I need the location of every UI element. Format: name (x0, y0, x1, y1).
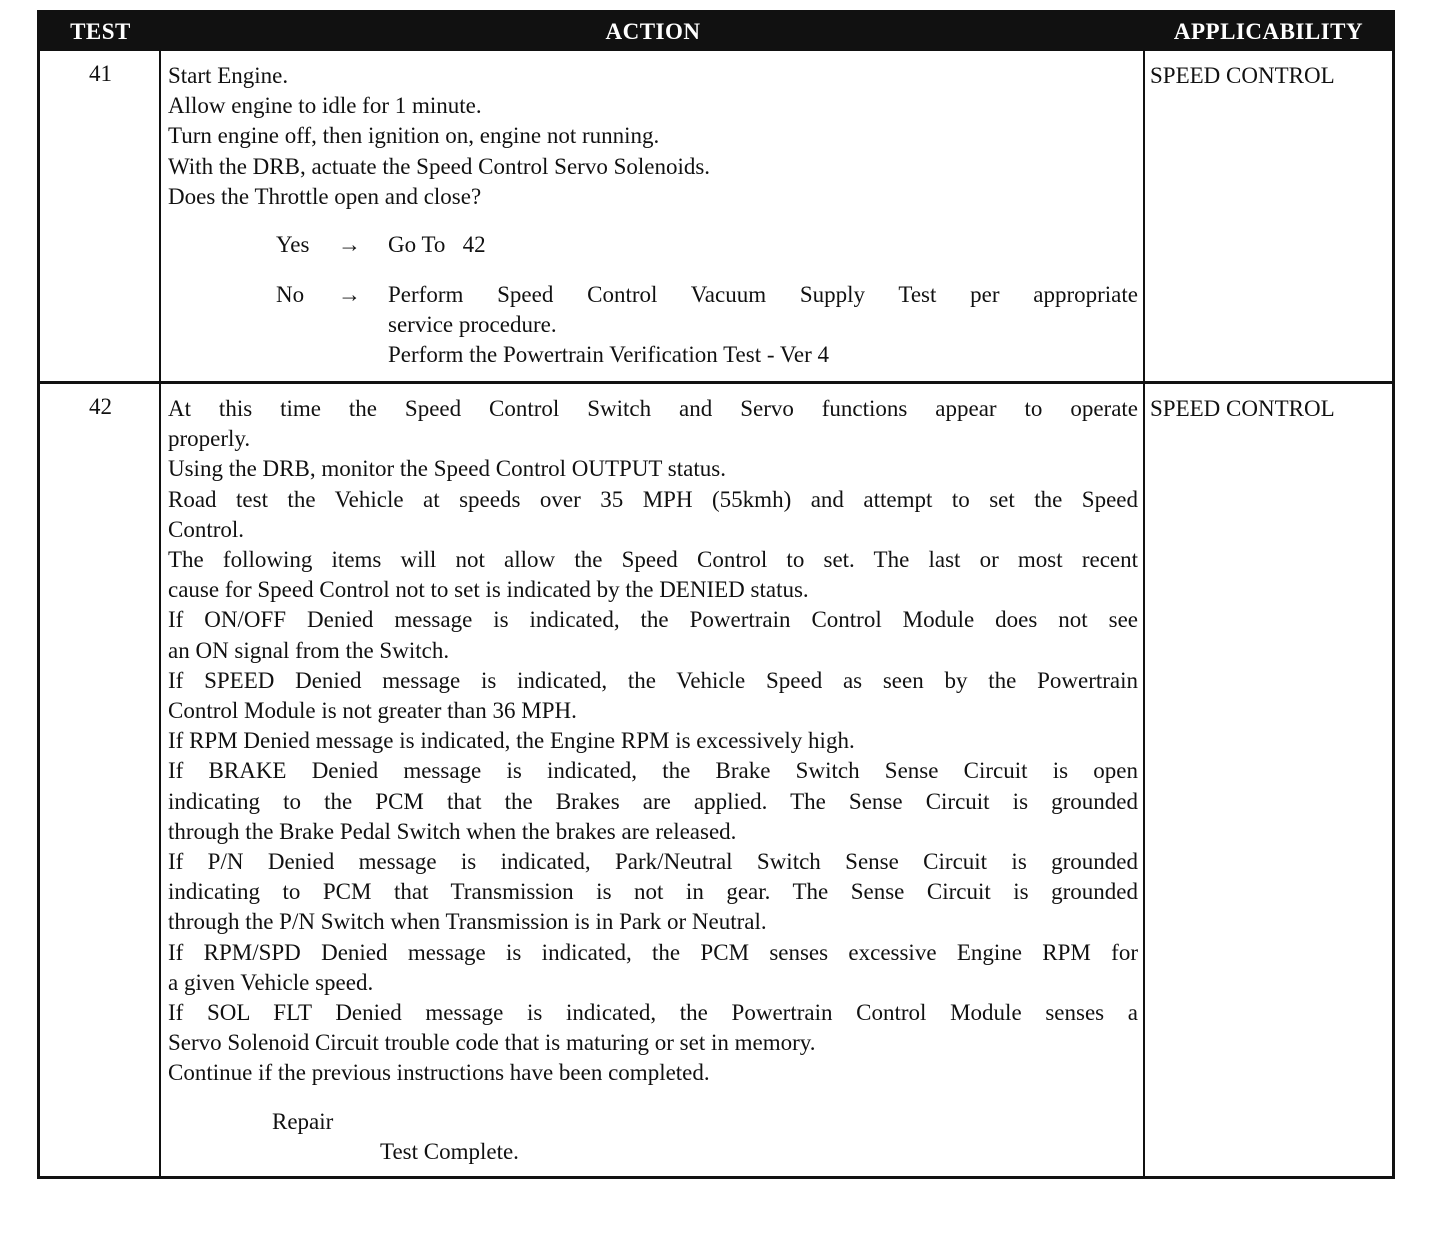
header-applicability: APPLICABILITY (1173, 19, 1364, 44)
action-line: Control Module is not greater than 36 MPH. (168, 698, 577, 724)
right-arrow-icon: → (338, 232, 361, 258)
test-number: 42 (89, 394, 112, 419)
repair-action: Test Complete. (380, 1138, 519, 1164)
action-line: indicating to the PCM that the Brakes are applied. The Sense Circuit is grounded (168, 788, 1138, 814)
repair-label: Repair (272, 1108, 334, 1134)
no-label: No (276, 282, 305, 308)
applicability-cell: SPEED CONTROL (1150, 396, 1335, 421)
action-line: If SOL FLT Denied message is indicated, the Powertrain Control Module senses a (168, 1000, 1138, 1026)
test-number: 41 (89, 61, 112, 86)
yes-branch (168, 230, 1138, 260)
applicability-cell: SPEED CONTROL (1150, 63, 1335, 88)
right-arrow-icon: → (338, 282, 361, 308)
action-line: The following items will not allow the Speed Control to set. The last or most recent (168, 547, 1138, 573)
action-line: an ON signal from the Switch. (168, 637, 450, 663)
action-line: Servo Solenoid Circuit trouble code that is maturing or set in memory. (168, 1030, 816, 1056)
action-line: Allow engine to idle for 1 minute. (168, 93, 482, 119)
action-line: Start Engine. (168, 63, 289, 88)
action-cell (168, 61, 1138, 370)
action-line: a given Vehicle speed. (168, 969, 374, 995)
action-line: through the Brake Pedal Switch when the brakes are released. (168, 818, 737, 844)
action-line: Using the DRB, monitor the Speed Control OUTPUT status. (168, 456, 726, 482)
action-line: If ON/OFF Denied message is indicated, the Powertrain Control Module does not see (168, 607, 1138, 633)
no-action-line: service procedure. (388, 312, 557, 338)
action-line: If BRAKE Denied message is indicated, the Brake Switch Sense Circuit is open (168, 758, 1138, 784)
action-line: Does the Throttle open and close? (168, 183, 482, 209)
action-line: indicating to PCM that Transmission is not in gear. The Sense Circuit is grounded (168, 879, 1138, 905)
action-line: If P/N Denied message is indicated, Park/Neutral Switch Sense Circuit is grounded (168, 849, 1138, 875)
action-line: Turn engine off, then ignition on, engine not running. (168, 123, 660, 149)
repair-branch (168, 1107, 1138, 1167)
action-cell (168, 394, 1138, 1167)
no-action-line: Perform Speed Control Vacuum Supply Test per appropriate (388, 282, 1138, 308)
action-line: At this time the Speed Control Switch and Servo functions appear to operate (168, 396, 1138, 421)
column-divider (159, 51, 161, 1176)
action-line: If SPEED Denied message is indicated, the Vehicle Speed as seen by the Powertrain (168, 667, 1138, 693)
no-action (388, 280, 1138, 370)
row-divider (40, 381, 1392, 384)
action-line: Road test the Vehicle at speeds over 35 MPH (55kmh) and attempt to set the Speed (168, 486, 1138, 512)
action-line: cause for Speed Control not to set is indicated by the DENIED status. (168, 577, 809, 603)
action-line: through the P/N Switch when Transmission is in Park or Neutral. (168, 909, 767, 935)
header-test: TEST (70, 19, 131, 44)
action-line: With the DRB, actuate the Speed Control Servo Solenoids. (168, 153, 711, 179)
action-line: If RPM Denied message is indicated, the Engine RPM is excessively high. (168, 728, 855, 754)
yes-label: Yes (276, 232, 310, 258)
table-header (40, 13, 1392, 51)
no-action-line: Perform the Powertrain Verification Test - Ver 4 (388, 342, 830, 368)
no-branch (168, 280, 1138, 370)
diagnostic-table (37, 10, 1395, 1179)
action-line: Control. (168, 516, 245, 542)
action-line: properly. (168, 426, 251, 452)
yes-action: Go To 42 (388, 232, 486, 258)
action-line: Continue if the previous instructions have been completed. (168, 1060, 710, 1086)
action-line: If RPM/SPD Denied message is indicated, the PCM senses excessive Engine RPM for (168, 939, 1138, 965)
column-divider (1143, 51, 1145, 1176)
header-action: ACTION (605, 19, 701, 44)
